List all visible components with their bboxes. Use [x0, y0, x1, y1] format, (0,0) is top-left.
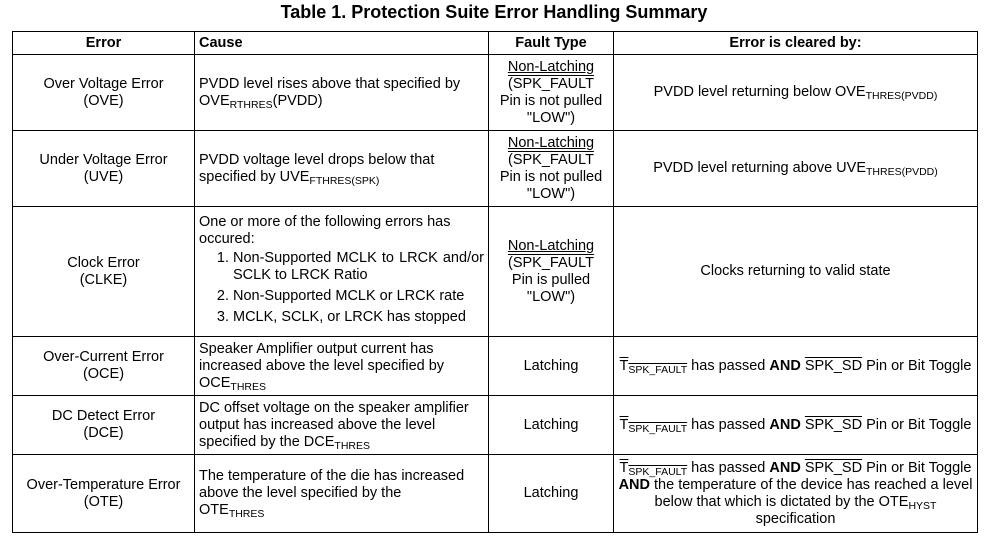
cleared-end: specification [755, 510, 836, 527]
cleared-cell [614, 131, 978, 207]
error-code: (CLKE) [79, 271, 128, 288]
error-code: (OTE) [83, 493, 124, 510]
list-item: 3. MCLK, SCLK, or LRCK has stopped [233, 309, 484, 326]
and-keyword: AND [769, 459, 801, 476]
cleared-tail: Pin or Bit Toggle [862, 357, 972, 374]
error-cell [13, 55, 195, 131]
table-row [13, 55, 978, 131]
and-keyword: AND [769, 416, 801, 433]
cleared-text: has passed [687, 459, 770, 476]
cleared-tail-2: the temperature of the device has reached a level below that which is dictated by the OTE [650, 476, 973, 510]
error-cell [13, 455, 195, 533]
error-handling-table [12, 31, 978, 533]
table-row [13, 455, 978, 533]
cause-intro: One or more of the following errors has occured: [199, 213, 451, 247]
cause-subscript: THRES [230, 380, 267, 393]
fault-cell [489, 337, 614, 396]
timer-symbol [620, 417, 688, 433]
header-error: Error [13, 32, 195, 55]
and-keyword: AND [769, 357, 801, 374]
header-row [13, 32, 978, 55]
fault-pin-level: "LOW") [526, 288, 576, 305]
cause-text: Speaker Amplifier output current has increased above the level specified by [199, 340, 445, 374]
cause-list [199, 250, 484, 326]
cause-symbol: OCE [199, 374, 231, 391]
list-item: 1. Non-Supported MCLK to LRCK and/or SCLK to LRCK Ratio [233, 250, 484, 284]
fault-type: Latching [523, 357, 579, 374]
timer-t: T [619, 416, 629, 433]
error-name: Clock Error [67, 254, 140, 271]
fault-pin: (SPK_FAULT [508, 75, 594, 92]
cleared-tail: Pin or Bit Toggle [862, 459, 972, 476]
cleared-text: PVDD level returning below OVE [653, 84, 866, 100]
cleared-subscript: THRES(PVDD) [865, 90, 938, 102]
table-row [13, 337, 978, 396]
cause-cell [195, 207, 489, 337]
cleared-cell [614, 207, 978, 337]
fault-pin: (SPK_FAULT [508, 151, 594, 168]
header-cleared-by: Error is cleared by: [614, 32, 978, 55]
fault-pin-state: Pin is pulled [511, 271, 591, 288]
fault-pin-level: "LOW") [526, 109, 576, 126]
fault-cell [489, 55, 614, 131]
error-code: (UVE) [83, 168, 124, 185]
fault-type: Non-Latching [507, 134, 595, 151]
cause-cell [195, 396, 489, 455]
error-cell [13, 207, 195, 337]
error-code: (DCE) [83, 425, 124, 441]
cleared-text: Clocks returning to valid state [700, 263, 891, 279]
cause-text: PVDD voltage level drops below that specified by UVE [199, 151, 435, 185]
cause-cell [195, 131, 489, 207]
list-item: 2. Non-Supported MCLK or LRCK rate [233, 288, 484, 305]
cleared-text: has passed [687, 416, 770, 433]
cleared-text: PVDD level returning above UVE [653, 160, 866, 176]
table-row [13, 396, 978, 455]
fault-pin-state: Pin is not pulled [499, 92, 603, 109]
fault-pin-state: Pin is not pulled [499, 168, 603, 185]
table-title: Table 1. Protection Suite Error Handling Summary [280, 2, 708, 22]
fault-type: Non-Latching [507, 58, 595, 75]
error-cell [13, 396, 195, 455]
timer-symbol [620, 358, 688, 374]
cause-symbol: OVE [199, 92, 230, 109]
spk-sd-pin: SPK_SD [804, 416, 863, 433]
error-name: Under Voltage Error [39, 151, 168, 168]
error-name: Over-Current Error [43, 349, 164, 365]
fault-cell [489, 396, 614, 455]
fault-pin: (SPK_FAULT [508, 254, 594, 271]
error-code: (OCE) [82, 366, 125, 382]
cleared-tail: Pin or Bit Toggle [862, 416, 972, 433]
cleared-cell [614, 55, 978, 131]
cause-text: The temperature of the die has increased above the level specified by the [199, 468, 465, 501]
timer-t: T [619, 357, 629, 374]
spk-sd-pin: SPK_SD [804, 357, 863, 374]
timer-subscript: SPK_FAULT [628, 465, 688, 478]
cleared-cell [614, 396, 978, 455]
cause-subscript: THRES [228, 508, 265, 520]
cause-subscript: THRES [334, 439, 370, 452]
table-row [13, 207, 978, 337]
fault-cell [489, 207, 614, 337]
timer-subscript: SPK_FAULT [628, 422, 688, 435]
error-name: Over Voltage Error [43, 75, 164, 92]
fault-pin-level: "LOW") [526, 185, 576, 202]
cleared-cell [614, 455, 978, 533]
cause-text: PVDD level rises above that specified by [199, 75, 461, 92]
table-row [13, 131, 978, 207]
timer-subscript: SPK_FAULT [628, 363, 688, 376]
and-keyword: AND [618, 476, 650, 493]
timer-t: T [619, 459, 629, 476]
error-cell [13, 337, 195, 396]
error-name: DC Detect Error [51, 408, 156, 424]
cleared-subscript: THRES(PVDD) [866, 166, 938, 178]
cause-tail: (PVDD) [272, 92, 323, 109]
fault-type: Latching [523, 416, 579, 433]
fault-type: Non-Latching [507, 237, 595, 254]
cause-cell [195, 455, 489, 533]
cause-cell [195, 55, 489, 131]
fault-cell [489, 131, 614, 207]
error-code: (OVE) [83, 92, 124, 109]
error-name: Over-Temperature Error [26, 476, 181, 493]
cause-cell [195, 337, 489, 396]
cause-text: DC offset voltage on the speaker amplifier output has increased above the level specified by the DCE [199, 399, 469, 450]
fault-cell [489, 455, 614, 533]
cause-subscript: RTHRES [229, 98, 273, 111]
fault-type: Latching [523, 485, 579, 501]
cleared-text: has passed [687, 357, 770, 374]
spk-sd-pin: SPK_SD [804, 459, 863, 476]
cause-symbol: OTE [199, 502, 229, 518]
hyst-subscript: HYST [908, 499, 937, 512]
timer-symbol [620, 460, 688, 476]
header-cause: Cause [195, 32, 489, 55]
header-fault-type: Fault Type [489, 32, 614, 55]
cleared-cell [614, 337, 978, 396]
cause-subscript: FTHRES(SPK) [309, 174, 380, 187]
error-cell [13, 131, 195, 207]
